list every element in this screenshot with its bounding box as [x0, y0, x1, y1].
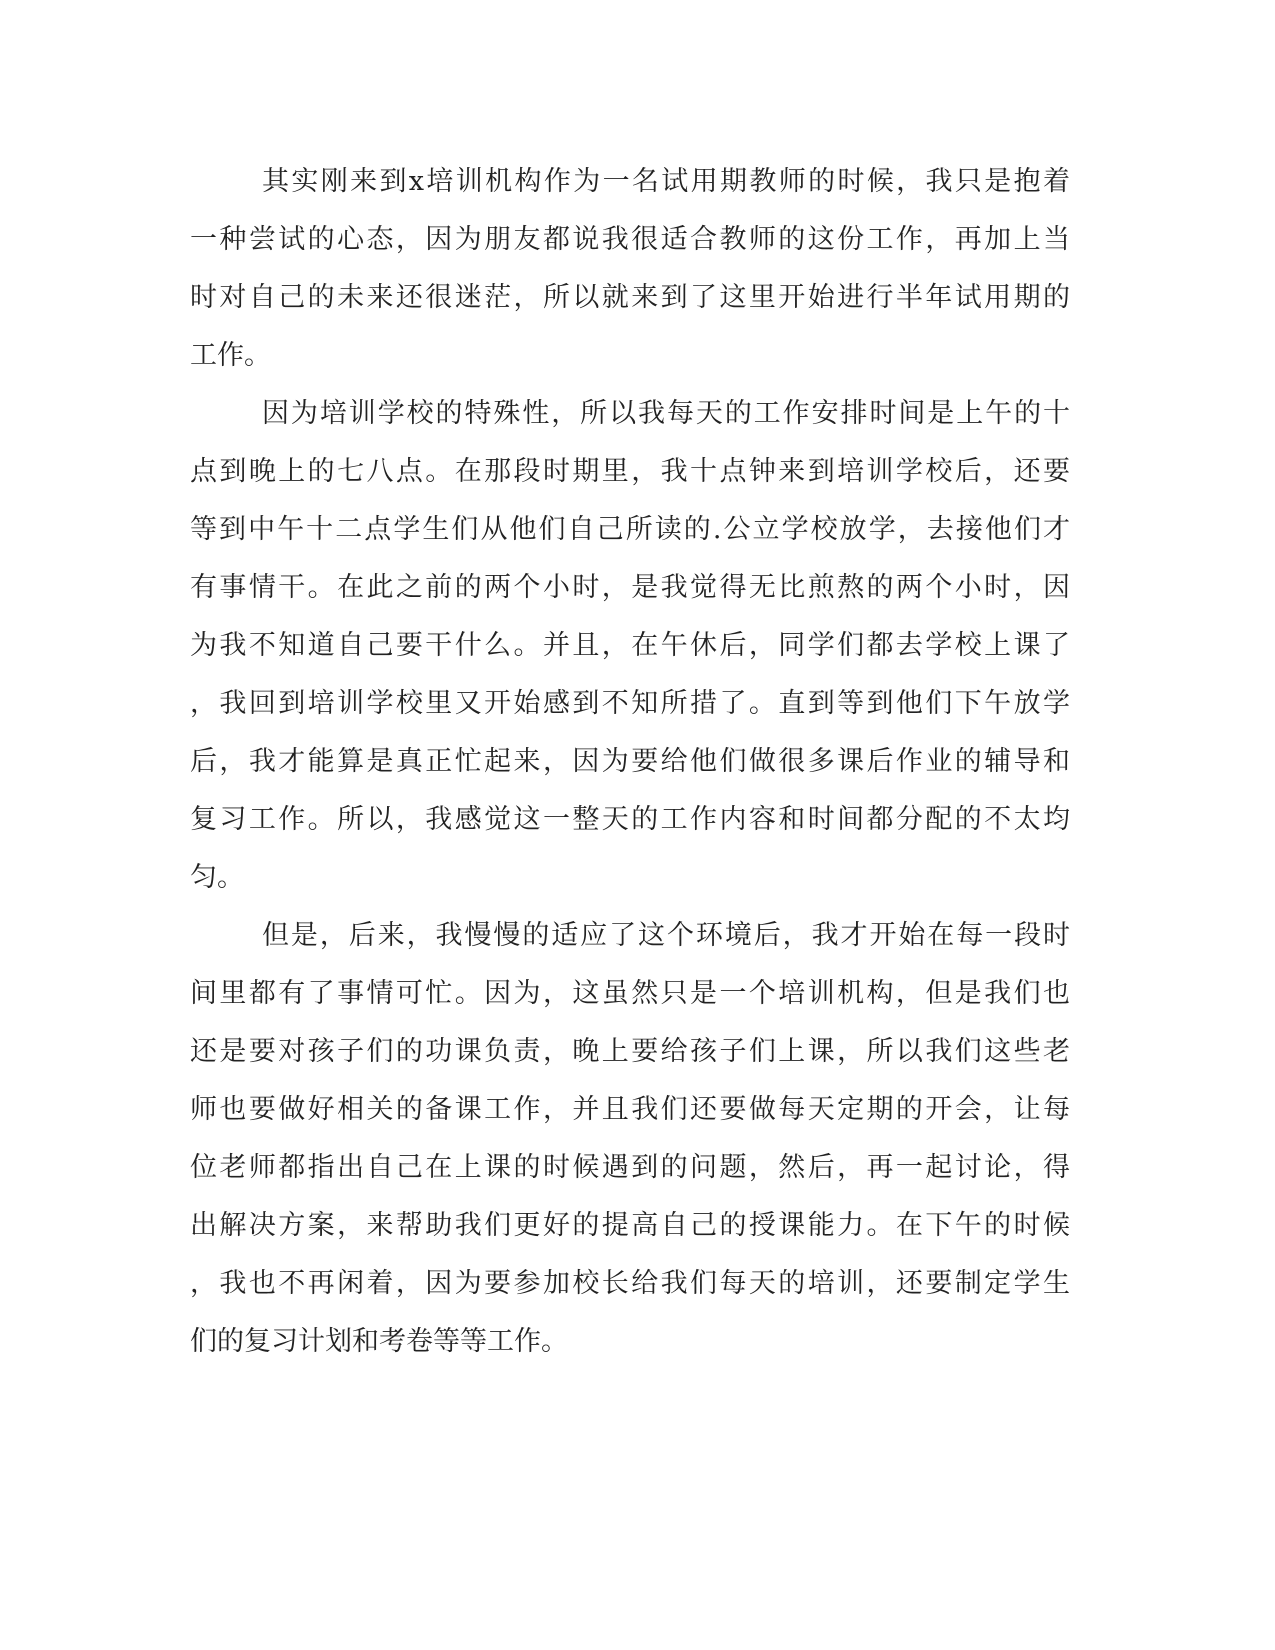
paragraph-1-line-4: 工作。: [190, 340, 271, 371]
paragraph-3-line-6: 出解决方案，来帮助我们更好的提高自己的授课能力。在下午的时候: [190, 1210, 1070, 1241]
paragraph-3-line-3: 还是要对孩子们的功课负责，晚上要给孩子们上课，所以我们这些老: [190, 1036, 1070, 1067]
paragraph-2-line-9: 匀。: [190, 862, 244, 893]
paragraph-3-line-4: 师也要做好相关的备课工作，并且我们还要做每天定期的开会，让每: [190, 1094, 1070, 1125]
paragraph-3-line-1: 但是，后来，我慢慢的适应了这个环境后，我才开始在每一段时: [262, 920, 1070, 951]
paragraph-3-line-7: ，我也不再闲着，因为要参加校长给我们每天的培训，还要制定学生: [190, 1268, 1070, 1299]
paragraph-1-line-3: 时对自己的未来还很迷茫，所以就来到了这里开始进行半年试用期的: [190, 282, 1070, 313]
paragraph-1-line-1: 其实刚来到x培训机构作为一名试用期教师的时候，我只是抱着: [262, 166, 1070, 197]
paragraph-2-line-7: 后，我才能算是真正忙起来，因为要给他们做很多课后作业的辅导和: [190, 746, 1070, 777]
paragraph-3-line-5: 位老师都指出自己在上课的时候遇到的问题，然后，再一起讨论，得: [190, 1152, 1070, 1183]
paragraph-3-line-8: 们的复习计划和考卷等等工作。: [190, 1326, 568, 1357]
paragraph-2-line-2: 点到晚上的七八点。在那段时期里，我十点钟来到培训学校后，还要: [190, 456, 1070, 487]
paragraph-2-line-6: ，我回到培训学校里又开始感到不知所措了。直到等到他们下午放学: [190, 688, 1070, 719]
paragraph-2-line-3: 等到中午十二点学生们从他们自己所读的.公立学校放学，去接他们才: [190, 514, 1070, 545]
paragraph-2-line-5: 为我不知道自己要干什么。并且，在午休后，同学们都去学校上课了: [190, 630, 1070, 661]
paragraph-2-line-4: 有事情干。在此之前的两个小时，是我觉得无比煎熬的两个小时，因: [190, 572, 1070, 603]
paragraph-3-line-2: 间里都有了事情可忙。因为，这虽然只是一个培训机构，但是我们也: [190, 978, 1070, 1009]
paragraph-2-line-8: 复习工作。所以，我感觉这一整天的工作内容和时间都分配的不太均: [190, 804, 1070, 835]
paragraph-1-line-2: 一种尝试的心态，因为朋友都说我很适合教师的这份工作，再加上当: [190, 224, 1070, 255]
paragraph-2-line-1: 因为培训学校的特殊性，所以我每天的工作安排时间是上午的十: [262, 398, 1070, 429]
